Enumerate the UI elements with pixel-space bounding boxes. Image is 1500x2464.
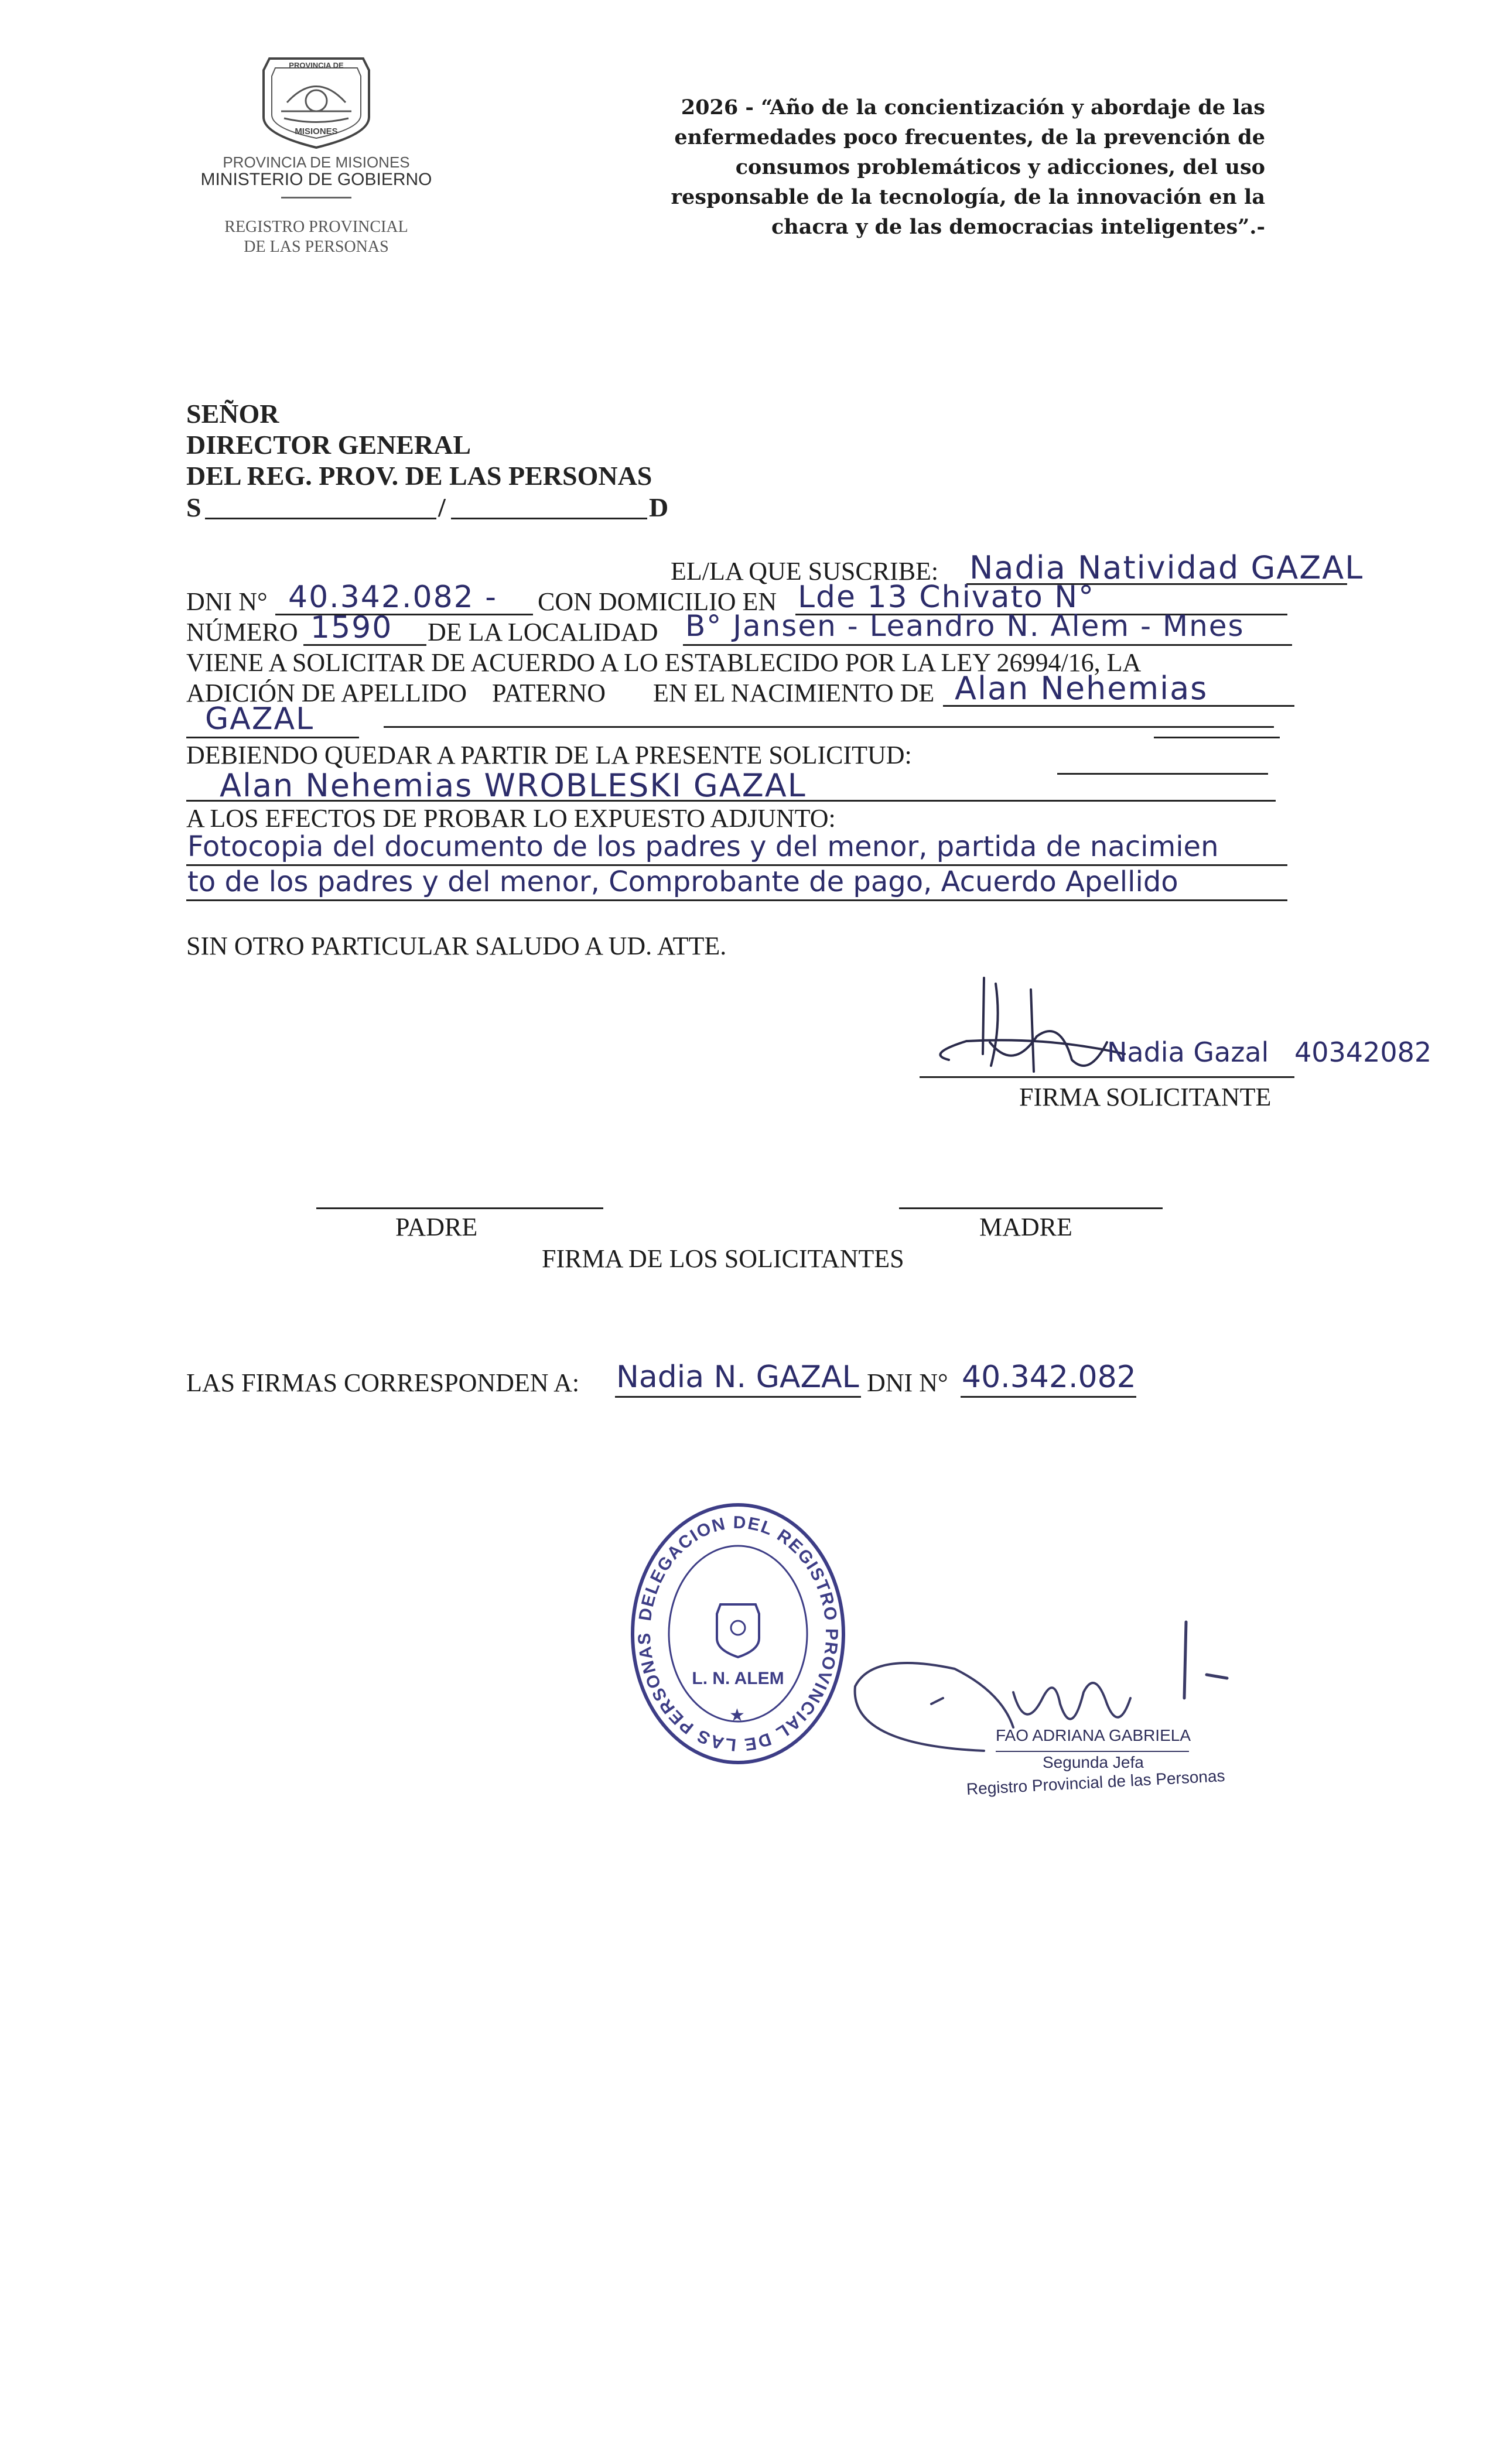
suscribe-value: Nadia Natividad GAZAL <box>969 549 1364 586</box>
suscribe-label: EL/LA QUE SUSCRIBE: <box>671 557 939 586</box>
localidad-line <box>683 644 1292 646</box>
addressee-s-line <box>205 518 436 519</box>
domicilio-value: Lde 13 Chivato N° <box>798 580 1095 615</box>
official-name: FAO ADRIANA GABRIELA <box>996 1726 1191 1744</box>
nacimiento-value: Alan Nehemias <box>955 670 1208 707</box>
official-stamp <box>627 1499 849 1768</box>
debiendo-tail-line <box>1057 773 1268 775</box>
official-office: Registro Provincial de las Personas <box>966 1766 1226 1798</box>
nacimiento-value-cont: GAZAL <box>205 701 315 737</box>
applicant-signature-name: Nadia Gazal <box>1107 1036 1269 1068</box>
year-motto-line-3: consumos problemáticos y adicciones, del uso <box>735 155 1265 179</box>
registry-line-2: DE LAS PERSONAS <box>244 238 389 256</box>
addressee-d-line <box>451 518 647 519</box>
dni-label: DNI N° <box>186 587 268 616</box>
adicion-type: PATERNO <box>492 679 606 707</box>
firmas-name-line <box>615 1396 861 1398</box>
numero-value: 1590 <box>310 610 393 645</box>
addressee-slash: / <box>438 492 446 522</box>
addressee-line-2: DIRECTOR GENERAL <box>186 430 471 460</box>
firmas-dni-line <box>961 1396 1136 1398</box>
firmas-dni-label: DNI N° <box>867 1368 948 1397</box>
crest-logo <box>252 47 381 152</box>
province-label: PROVINCIA DE MISIONES <box>223 153 410 171</box>
efectos-value-line-2: to de los padres y del menor, Comprobante de pago, Acuerdo Apellido <box>187 865 1178 898</box>
padre-signature-line <box>316 1207 603 1209</box>
nacimiento-cont-line-3 <box>1154 737 1280 738</box>
solicitantes-caption: FIRMA DE LOS SOLICITANTES <box>542 1244 904 1273</box>
applicant-signature-scribble <box>914 972 1136 1089</box>
localidad-label: DE LA LOCALIDAD <box>428 618 658 646</box>
year-motto-line-1: 2026 - “Año de la concientización y abordaje de las <box>681 95 1265 119</box>
official-stamp-crest-icon <box>717 1604 759 1657</box>
padre-label: PADRE <box>395 1213 478 1241</box>
ministry-divider <box>281 197 351 199</box>
ministry-label: MINISTERIO DE GOBIERNO <box>200 170 432 189</box>
applicant-signature-dni: 40342082 <box>1294 1036 1432 1068</box>
crest-banner-top: PROVINCIA DE <box>289 61 344 70</box>
year-motto-line-2: enfermedades poco frecuentes, de la prevención de <box>674 125 1265 149</box>
firmas-dni-value: 40.342.082 <box>962 1360 1136 1395</box>
year-motto <box>609 93 1265 242</box>
efectos-line-2 <box>186 899 1287 901</box>
nacimiento-cont-line-1 <box>186 737 359 738</box>
efectos-value-line-1: Fotocopia del documento de los padres y del menor, partida de nacimien <box>187 830 1219 863</box>
crest-banner-bottom: MISIONES <box>295 126 338 136</box>
official-stamp-star-icon: ★ <box>729 1706 745 1725</box>
official-stamp-ring <box>627 1499 849 1768</box>
nacimiento-cont-line-2 <box>384 726 1274 728</box>
domicilio-label: CON DOMICILIO EN <box>538 587 777 616</box>
firmas-name-value: Nadia N. GAZAL <box>616 1360 859 1395</box>
nacimiento-label: EN EL NACIMIENTO DE <box>653 679 935 707</box>
firmas-label: LAS FIRMAS CORRESPONDEN A: <box>186 1368 580 1397</box>
numero-label: NÚMERO <box>186 618 298 646</box>
madre-label: MADRE <box>979 1213 1072 1241</box>
viene-line: VIENE A SOLICITAR DE ACUERDO A LO ESTABLECIDO POR LA LEY 26994/16, LA <box>186 648 1142 677</box>
registry-line-1: REGISTRO PROVINCIAL <box>224 218 408 236</box>
official-signature-line <box>996 1751 1189 1752</box>
official-stamp-ring-text: DELEGACION DEL REGISTRO PROVINCIAL DE LAS PERSONAS <box>634 1512 842 1755</box>
debiendo-line <box>186 800 1276 802</box>
applicant-signature-line <box>920 1076 1294 1078</box>
localidad-value: B° Jansen - Leandro N. Alem - Mnes <box>685 609 1245 643</box>
addressee-d-label: D <box>649 492 669 522</box>
year-motto-line-4: responsable de la tecnología, de la innovación en la <box>671 185 1265 209</box>
dni-value: 40.342.082 - <box>288 580 498 615</box>
debiendo-label: DEBIENDO QUEDAR A PARTIR DE LA PRESENTE SOLICITUD: <box>186 741 912 769</box>
applicant-signature-label: FIRMA SOLICITANTE <box>1019 1083 1272 1111</box>
year-motto-line-5: chacra y de las democracias inteligentes”.- <box>771 215 1265 239</box>
official-title: Segunda Jefa <box>1043 1753 1144 1771</box>
addressee-line-1: SEÑOR <box>186 399 279 429</box>
debiendo-value: Alan Nehemias WROBLESKI GAZAL <box>220 767 807 804</box>
efectos-label: A LOS EFECTOS DE PROBAR LO EXPUESTO ADJUNTO: <box>186 804 836 833</box>
madre-signature-line <box>899 1207 1163 1209</box>
addressee-line-3: DEL REG. PROV. DE LAS PERSONAS <box>186 461 652 491</box>
official-stamp-center-text: L. N. ALEM <box>692 1669 784 1688</box>
closing-text: SIN OTRO PARTICULAR SALUDO A UD. ATTE. <box>186 932 727 960</box>
adicion-label: ADICIÓN DE APELLIDO <box>186 679 467 707</box>
addressee-s-label: S <box>186 492 201 522</box>
